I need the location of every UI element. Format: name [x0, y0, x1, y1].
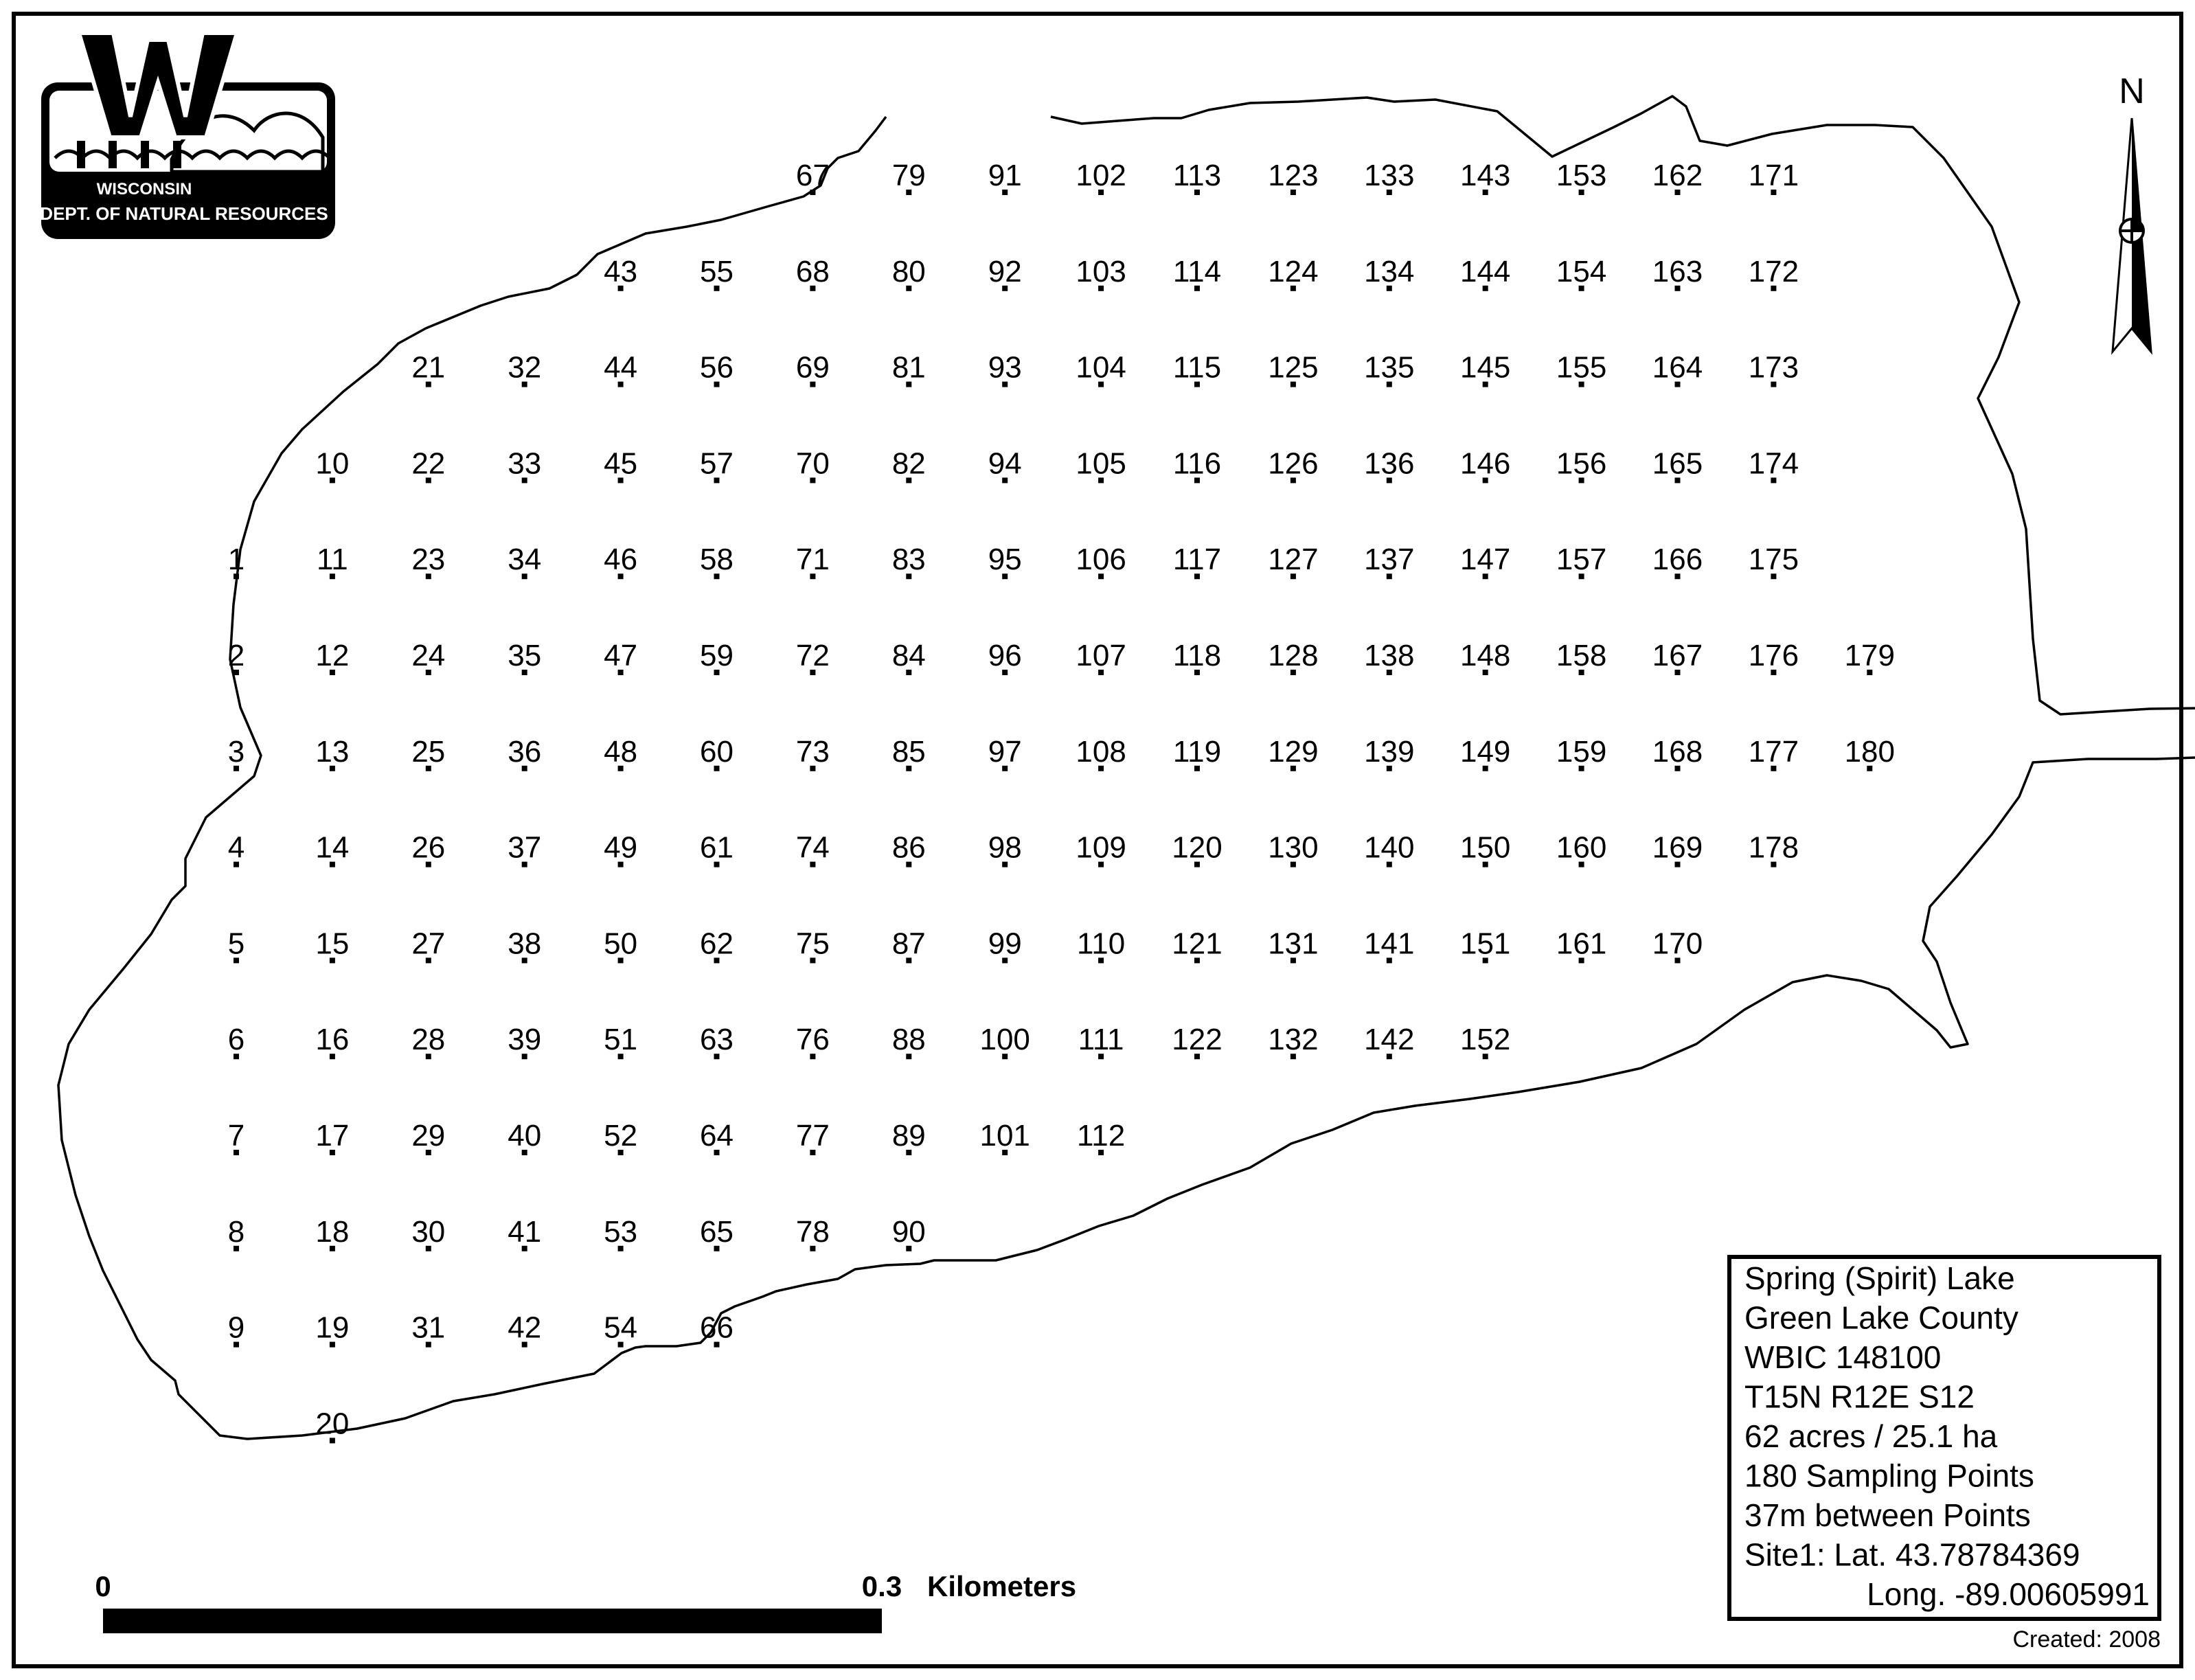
sampling-point-label: 170: [1652, 927, 1703, 961]
sampling-point-label: 109: [1076, 830, 1126, 865]
sampling-point-label: 78: [795, 1214, 830, 1249]
sampling-point-label: 28: [411, 1023, 446, 1057]
sampling-point-label: 29: [411, 1119, 446, 1153]
sampling-point-label: 114: [1172, 254, 1222, 288]
sampling-point-label: 47: [604, 639, 638, 672]
sampling-point-label: 42: [508, 1310, 542, 1345]
sampling-point-label: 140: [1364, 830, 1415, 865]
sampling-point-label: 133: [1364, 159, 1415, 192]
scale-start-label: 0: [95, 1570, 111, 1602]
sampling-point-label: 147: [1459, 543, 1511, 577]
sampling-point-label: 146: [1459, 446, 1511, 481]
sampling-point-label: 73: [795, 734, 830, 769]
sampling-point-label: 18: [315, 1214, 350, 1249]
sampling-point-label: 8: [227, 1214, 245, 1249]
sampling-point-label: 58: [700, 543, 733, 577]
sampling-point-label: 14: [315, 830, 350, 865]
sampling-point-label: 93: [988, 350, 1022, 385]
sampling-point-label: 16: [315, 1023, 350, 1057]
sampling-point-label: 38: [508, 927, 542, 961]
sampling-point-label: 41: [508, 1214, 542, 1249]
sampling-point-label: 88: [891, 1023, 926, 1057]
sampling-point-label: 178: [1748, 830, 1799, 865]
legend-line: Site1: Lat. 43.78784369: [1744, 1536, 2080, 1573]
scale-end-label: 0.3: [861, 1570, 902, 1602]
sampling-point-label: 70: [795, 446, 830, 481]
legend-line: Spring (Spirit) Lake: [1744, 1260, 2015, 1296]
sampling-point-label: 81: [891, 350, 926, 385]
logo-trunk: [173, 141, 181, 168]
sampling-point-label: 33: [508, 446, 542, 481]
sampling-point-label: 60: [700, 734, 733, 769]
sampling-point-label: 9: [227, 1310, 245, 1345]
legend-line: Green Lake County: [1744, 1299, 2018, 1336]
sampling-point-label: 48: [604, 734, 638, 769]
sampling-point-label: 143: [1459, 159, 1511, 192]
sampling-point-label: 72: [795, 639, 830, 672]
sampling-point-label: 98: [988, 830, 1022, 865]
sampling-point-label: 80: [891, 254, 926, 288]
sampling-point-label: 55: [700, 254, 733, 288]
sampling-point-label: 22: [411, 446, 446, 481]
sampling-point-label: 155: [1556, 350, 1607, 385]
sampling-point-label: 142: [1364, 1023, 1415, 1057]
sampling-point-label: 27: [411, 927, 446, 961]
sampling-point-label: 118: [1172, 639, 1222, 672]
sampling-point-label: 83: [891, 543, 926, 577]
sampling-point-label: 101: [979, 1119, 1030, 1153]
sampling-point-label: 45: [604, 446, 638, 481]
sampling-point-label: 165: [1652, 446, 1703, 481]
sampling-point-label: 96: [988, 639, 1022, 672]
sampling-point-label: 171: [1748, 159, 1799, 192]
sampling-point-label: 100: [979, 1023, 1030, 1057]
sampling-point-label: 57: [700, 446, 733, 481]
sampling-point-label: 25: [411, 734, 446, 769]
sampling-point-label: 129: [1268, 734, 1319, 769]
sampling-point-label: 35: [508, 639, 542, 672]
sampling-point-label: 148: [1459, 639, 1511, 672]
sampling-point-label: 13: [315, 734, 350, 769]
sampling-point-label: 127: [1268, 543, 1319, 577]
sampling-point-label: 134: [1364, 254, 1415, 288]
sampling-point-label: 115: [1172, 350, 1222, 385]
sampling-point-label: 46: [604, 543, 638, 577]
sampling-point-label: 110: [1077, 927, 1126, 961]
sampling-point-label: 7: [227, 1119, 245, 1153]
sampling-point-label: 67: [795, 159, 830, 192]
sampling-point-label: 4: [227, 830, 245, 865]
sampling-point-label: 56: [700, 350, 733, 385]
sampling-point-label: 65: [700, 1214, 733, 1249]
sampling-point-label: 5: [227, 927, 245, 961]
sampling-point-label: 84: [891, 639, 926, 672]
legend-line: T15N R12E S12: [1744, 1378, 1975, 1415]
scale-bar-bar: [103, 1609, 882, 1633]
sampling-point-label: 113: [1172, 159, 1222, 192]
sampling-point-label: 126: [1268, 446, 1319, 481]
sampling-point-label: 150: [1459, 830, 1511, 865]
sampling-point-label: 52: [604, 1119, 638, 1153]
sampling-point-label: 158: [1556, 639, 1607, 672]
sampling-point-label: 161: [1556, 927, 1607, 961]
sampling-point-label: 51: [604, 1023, 638, 1057]
sampling-point-label: 54: [604, 1310, 638, 1345]
sampling-point-label: 163: [1652, 254, 1703, 288]
sampling-point-label: 180: [1844, 734, 1896, 769]
sampling-point-label: 128: [1268, 639, 1319, 672]
sampling-point-label: 159: [1556, 734, 1607, 769]
sampling-point-label: 21: [411, 350, 446, 385]
sampling-point-label: 36: [508, 734, 542, 769]
sampling-point-label: 153: [1556, 159, 1607, 192]
sampling-point-label: 75: [795, 927, 830, 961]
sampling-point-label: 160: [1556, 830, 1607, 865]
sampling-point-label: 177: [1748, 734, 1799, 769]
logo-org-line1: WISCONSIN: [96, 180, 192, 198]
sampling-point-label: 107: [1076, 639, 1126, 672]
sampling-point-label: 19: [315, 1310, 350, 1345]
sampling-point-label: 131: [1268, 927, 1319, 961]
sampling-point-label: 11: [317, 543, 348, 577]
sampling-point-label: 144: [1459, 254, 1511, 288]
sampling-point-label: 43: [604, 254, 638, 288]
sampling-point-label: 1: [227, 543, 245, 577]
sampling-point-label: 104: [1076, 350, 1126, 385]
sampling-point-label: 53: [604, 1214, 638, 1249]
sampling-point-label: 89: [891, 1119, 926, 1153]
sampling-point-label: 154: [1556, 254, 1607, 288]
sampling-point-label: 135: [1364, 350, 1415, 385]
sampling-point-label: 124: [1268, 254, 1319, 288]
legend-line: 37m between Points: [1744, 1497, 2031, 1533]
sampling-point-label: 123: [1268, 159, 1319, 192]
sampling-point-label: 59: [700, 639, 733, 672]
sampling-point-label: 166: [1652, 543, 1703, 577]
sampling-point-label: 39: [508, 1023, 542, 1057]
sampling-point-label: 116: [1172, 446, 1222, 481]
sampling-point-label: 82: [891, 446, 926, 481]
sampling-point-label: 106: [1076, 543, 1126, 577]
sampling-point-label: 119: [1172, 734, 1222, 769]
sampling-point-label: 64: [700, 1119, 733, 1153]
sampling-point-label: 139: [1364, 734, 1415, 769]
sampling-point-label: 164: [1652, 350, 1703, 385]
logo-trunk: [77, 141, 85, 168]
sampling-point-label: 125: [1268, 350, 1319, 385]
legend-line: Long. -89.00605991: [1867, 1576, 2150, 1612]
sampling-point-label: 132: [1268, 1023, 1319, 1057]
sampling-point-label: 74: [795, 830, 830, 865]
sampling-point-label: 30: [411, 1214, 446, 1249]
sampling-point-label: 172: [1748, 254, 1799, 288]
sampling-point-label: 15: [315, 927, 350, 961]
sampling-point-label: 138: [1364, 639, 1415, 672]
sampling-point-label: 12: [315, 639, 350, 672]
logo-trunk: [141, 141, 149, 168]
sampling-point-label: 111: [1078, 1023, 1124, 1057]
sampling-point-label: 121: [1172, 927, 1222, 961]
sampling-point-label: 76: [795, 1023, 830, 1057]
sampling-point-label: 117: [1172, 543, 1222, 577]
sampling-point-label: 40: [508, 1119, 542, 1153]
sampling-point-label: 156: [1556, 446, 1607, 481]
sampling-point-label: 17: [315, 1119, 350, 1153]
sampling-point-label: 77: [795, 1119, 830, 1153]
sampling-point-label: 66: [700, 1310, 733, 1345]
sampling-point-label: 44: [604, 350, 638, 385]
sampling-point-label: 10: [315, 446, 350, 481]
sampling-point-label: 79: [891, 159, 926, 192]
sampling-point-label: 34: [508, 543, 542, 577]
sampling-point-label: 167: [1652, 639, 1703, 672]
sampling-point-label: 112: [1077, 1119, 1126, 1153]
sampling-point-label: 71: [795, 543, 830, 577]
sampling-point-label: 120: [1172, 830, 1222, 865]
sampling-point-label: 179: [1844, 639, 1896, 672]
sampling-point-label: 50: [604, 927, 638, 961]
sampling-point-label: 49: [604, 830, 638, 865]
sampling-point-label: 95: [988, 543, 1022, 577]
sampling-point-label: 31: [411, 1310, 446, 1345]
legend-box: [1729, 1257, 2159, 1619]
sampling-point-label: 24: [411, 639, 446, 672]
sampling-point-label: 176: [1748, 639, 1799, 672]
sampling-point-label: 68: [795, 254, 830, 288]
sampling-point-label: 157: [1556, 543, 1607, 577]
sampling-point-label: 61: [700, 830, 733, 865]
sampling-point-label: 108: [1076, 734, 1126, 769]
sampling-point-label: 23: [411, 543, 446, 577]
sampling-point-label: 169: [1652, 830, 1703, 865]
legend-line: 62 acres / 25.1 ha: [1744, 1418, 1998, 1454]
sampling-point-label: 2: [227, 639, 245, 672]
credit-text: Created: 2008: [2012, 1626, 2161, 1653]
sampling-point-label: 6: [227, 1023, 245, 1057]
sampling-point-label: 173: [1748, 350, 1799, 385]
north-label: N: [2119, 71, 2145, 111]
sampling-point-label: 141: [1364, 927, 1415, 961]
sampling-point-label: 149: [1459, 734, 1511, 769]
sampling-point-label: 152: [1459, 1023, 1511, 1057]
sampling-point-label: 103: [1076, 254, 1126, 288]
sampling-point-label: 37: [508, 830, 542, 865]
sampling-point-label: 26: [411, 830, 446, 865]
sampling-point-label: 130: [1268, 830, 1319, 865]
sampling-point-label: 168: [1652, 734, 1703, 769]
sampling-point-label: 99: [988, 927, 1022, 961]
sampling-point-label: 87: [891, 927, 926, 961]
legend-line: 180 Sampling Points: [1744, 1457, 2034, 1494]
sampling-point-label: 97: [988, 734, 1022, 769]
sampling-point-label: 137: [1364, 543, 1415, 577]
sampling-point-label: 174: [1748, 446, 1799, 481]
sampling-point-label: 175: [1748, 543, 1799, 577]
sampling-point-label: 145: [1459, 350, 1511, 385]
sampling-point-label: 91: [988, 159, 1022, 192]
sampling-point-label: 85: [891, 734, 926, 769]
logo-org-line2: DEPT. OF NATURAL RESOURCES: [40, 203, 328, 224]
sampling-point-label: 86: [891, 830, 926, 865]
sampling-point-label: 162: [1652, 159, 1703, 192]
sampling-point-label: 151: [1459, 927, 1511, 961]
sampling-point-label: 136: [1364, 446, 1415, 481]
scale-unit-label: Kilometers: [927, 1570, 1077, 1602]
logo-trunk: [109, 141, 117, 168]
sampling-point-label: 90: [891, 1214, 926, 1249]
legend-line: WBIC 148100: [1744, 1339, 1942, 1375]
sampling-point-label: 69: [795, 350, 830, 385]
sampling-point-label: 3: [227, 734, 245, 769]
sampling-point-label: 32: [508, 350, 542, 385]
sampling-point-label: 122: [1172, 1023, 1222, 1057]
sampling-point-label: 62: [700, 927, 733, 961]
sampling-point-label: 105: [1076, 446, 1126, 481]
sampling-point-label: 92: [988, 254, 1022, 288]
sampling-point-label: 94: [988, 446, 1022, 481]
sampling-point-label: 102: [1076, 159, 1126, 192]
sampling-point-label: 20: [315, 1407, 350, 1441]
sampling-point-label: 63: [700, 1023, 733, 1057]
